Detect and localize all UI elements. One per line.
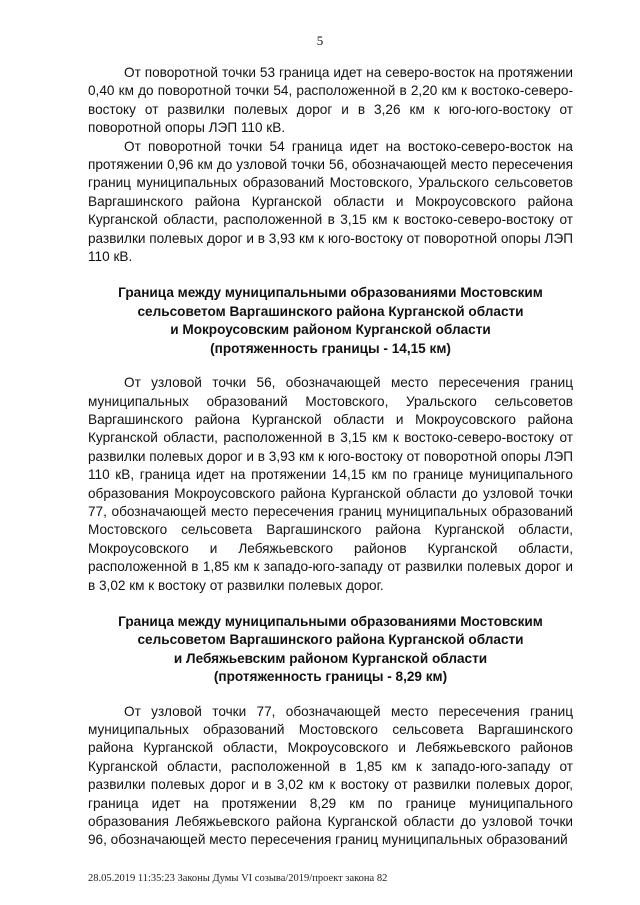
heading-line: сельсоветом Варгашинского района Курганской области [137,303,524,319]
heading-length: (протяженность границы - 8,29 км) [213,669,448,685]
heading-line: сельсоветом Варгашинского района Курганской области [137,632,524,648]
heading-line: и Мокроусовским районом Курганской области [170,322,491,338]
page-number: 5 [316,33,324,48]
section-heading-lebyazhyevsky [88,613,573,687]
heading-line: и Лебяжьевским районом Курганской области [173,650,488,666]
heading-line: Граница между муниципальными образованиями Мостовским [118,613,543,629]
paragraph-point-77: От узловой точки 77, обозначающей место пересечения границ муниципальных образований Мостовского сельсовета Варгашинского района Курганской области, Мокроусовского и Лебяжьевского районов Курганской области, расположенной в 1,85 км к западо-юго-западу от развилки полевых дорог и в 3,02 км к востоку от развилки полевых дорог, граница идет на протяжении 8,29 км по границе муниципального образования Лебяжьевского района Курганской области до узловой точки 96, обозначающей место пересечения границ муниципальных образований [88,703,573,848]
paragraph-point-54: От поворотной точки 54 граница идет на востоко-северо-восток на протяжении 0,96 км до узловой точки 56, обозначающей место пересечения границ муниципальных образований Мостовского, Уральского сельсоветов Варгашинского района Курганской области и Мокроусовского района Курганской области, расположенной в 3,15 км к востоко-северо-востоку от развилки полевых дорог и в 3,93 км к юго-востоку от поворотной опоры ЛЭП 110 кВ. [88,138,573,265]
footer-timestamp: 28.05.2019 11:35:23 Законы Думы VI созыва/2019/проект закона 82 [88,873,388,884]
paragraph-point-53: От поворотной точки 53 граница идет на северо-восток на протяжении 0,40 км до поворотной точки 54, расположенной в 2,20 км к востоко-северо-востоку от развилки полевых дорог и в 3,26 км к юго-юго-востоку от поворотной опоры ЛЭП 110 кВ. [88,65,573,136]
paragraph-point-56: От узловой точки 56, обозначающей место пересечения границ муниципальных образований Мостовского, Уральского сельсоветов Варгашинского района Курганской области и Мокроусовского района Курганской области, расположенной в 3,15 км к востоко-северо-востоку от развилки полевых дорог и в 3,93 км к юго-востоку от поворотной опоры ЛЭП 110 кВ, граница идет на протяжении 14,15 км по границе муниципального образования Мокроусовского района Курганской области до узловой точки 77, обозначающей место пересечения границ муниципальных образований Мостовского сельсовета Варгашинского района Курганской области, Мокроусовского и Лебяжьевского районов Курганской области, расположенной в 1,85 км к западо-юго-западу от развилки полевых дорог и в 3,02 км к востоку от развилки полевых дорог. [88,375,573,593]
heading-length: (протяженность границы - 14,15 км) [210,340,451,356]
heading-line: Граница между муниципальными образованиями Мостовским [118,285,543,301]
section-heading-mokrousovsky [88,284,573,358]
document-body [88,64,573,850]
